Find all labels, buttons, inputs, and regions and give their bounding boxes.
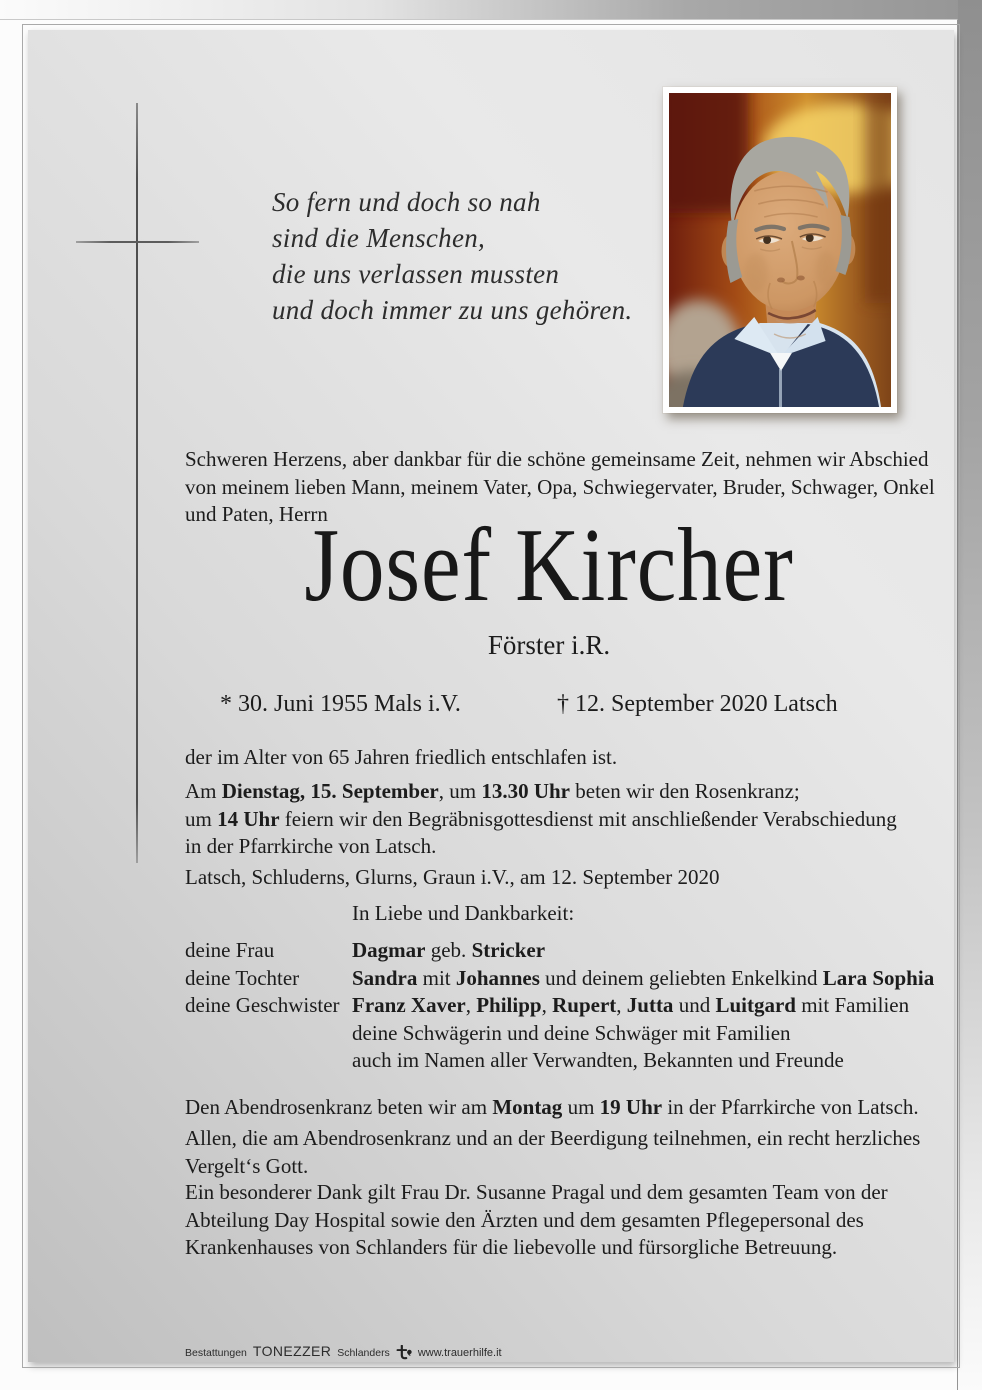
intro-line: Schweren Herzens, aber dankbar für die schöne gemeinsame Zeit, nehmen wir Abschied	[185, 447, 929, 471]
special-thanks-paragraph	[185, 1179, 888, 1262]
special-thanks-line: Abteilung Day Hospital sowie den Ärzten und dem gesamten Pflegepersonal des	[185, 1207, 864, 1232]
gratitude-line: In Liebe und Dankbarkeit:	[352, 901, 575, 925]
mourner-relation: deine Geschwister	[185, 993, 340, 1017]
service-line: um 14 Uhr feiern wir den Begräbnisgottesdienst mit anschließender Verabschiedung	[185, 806, 897, 831]
death-date: † 12. September 2020 Latsch	[557, 691, 838, 717]
age-line: der im Alter von 65 Jahren friedlich entschlafen ist.	[185, 745, 618, 769]
page-backdrop-right	[958, 0, 982, 1390]
mourner-relation	[185, 1047, 352, 1075]
mourner-row	[185, 992, 925, 1020]
places-date-line: Latsch, Schluderns, Glurns, Graun i.V., am 12. September 2020	[185, 865, 720, 889]
deceased-photo	[663, 87, 897, 413]
mourner-row	[185, 1020, 925, 1048]
thanks-paragraph	[185, 1125, 920, 1180]
mourners-list	[185, 937, 935, 1075]
page-backdrop-top	[0, 0, 982, 19]
mourner-names: auch im Namen aller Verwandten, Bekannten und Freunde	[352, 1048, 844, 1072]
thanks-line: Vergelt‘s Gott.	[185, 1153, 309, 1178]
special-thanks-line: Ein besonderer Dank gilt Frau Dr. Susanne Pragal und dem gesamten Team von der	[185, 1180, 888, 1204]
intro-line: von meinem lieben Mann, meinem Vater, Opa, Schwiegervater, Bruder, Schwager, Onkel	[185, 474, 935, 499]
verse-line: So fern und doch so nah	[272, 187, 541, 217]
thanks-line: Allen, die am Abendrosenkranz und an der Beerdigung teilnehmen, ein recht herzliches	[185, 1126, 921, 1150]
service-line: Am Dienstag, 15. September, um 13.30 Uhr beten wir den Rosenkranz;	[185, 779, 800, 803]
mourner-row	[185, 1047, 925, 1075]
mourner-row	[185, 937, 925, 965]
service-details	[185, 778, 897, 861]
intro-line: und Paten, Herrn	[185, 502, 328, 526]
deceased-profession: Förster i.R.	[487, 630, 611, 660]
verse-line: sind die Menschen,	[272, 223, 486, 253]
special-thanks-line: Krankenhauses von Schlanders für die liebevolle und fürsorgliche Betreuung.	[185, 1235, 838, 1259]
mourner-relation: deine Frau	[185, 938, 275, 962]
mourner-names: Sandra mit Johannes und deinem geliebten Enkelkind Lara Sophia	[352, 965, 935, 990]
footer	[185, 1343, 502, 1364]
mourner-names: Franz Xaver, Philipp, Rupert, Jutta und Luitgard mit Familien	[352, 993, 910, 1017]
funeral-home-prefix: Bestattungen	[185, 1347, 247, 1359]
birth-date: * 30. Juni 1955 Mals i.V.	[220, 691, 461, 717]
evening-rosary-line: Den Abendrosenkranz beten wir am Montag um 19 Uhr in der Pfarrkirche von Latsch.	[185, 1095, 919, 1119]
verse-line: und doch immer zu uns gehören.	[272, 295, 633, 325]
mourner-names: Dagmar geb. Stricker	[352, 938, 546, 962]
memorial-cross-horizontal-bar	[76, 241, 199, 243]
portrait-illustration	[669, 93, 891, 407]
deceased-name: Josef Kircher	[304, 506, 794, 623]
funeral-home-location: Schlanders	[337, 1347, 390, 1359]
memorial-verse	[272, 184, 632, 328]
funeral-home-name: TONEZZER	[252, 1343, 332, 1359]
verse-line: die uns verlassen mussten	[272, 259, 560, 289]
website-url: www.trauerhilfe.it	[417, 1347, 502, 1359]
mourner-relation	[185, 1020, 352, 1048]
trauerhilfe-logo-icon	[396, 1345, 412, 1366]
mourner-relation: deine Tochter	[185, 965, 300, 990]
mourner-names: deine Schwägerin und deine Schwäger mit Familien	[352, 1020, 791, 1045]
mourner-row	[185, 965, 935, 993]
service-line: in der Pfarrkirche von Latsch.	[185, 834, 437, 858]
memorial-cross-vertical-bar	[136, 103, 138, 863]
